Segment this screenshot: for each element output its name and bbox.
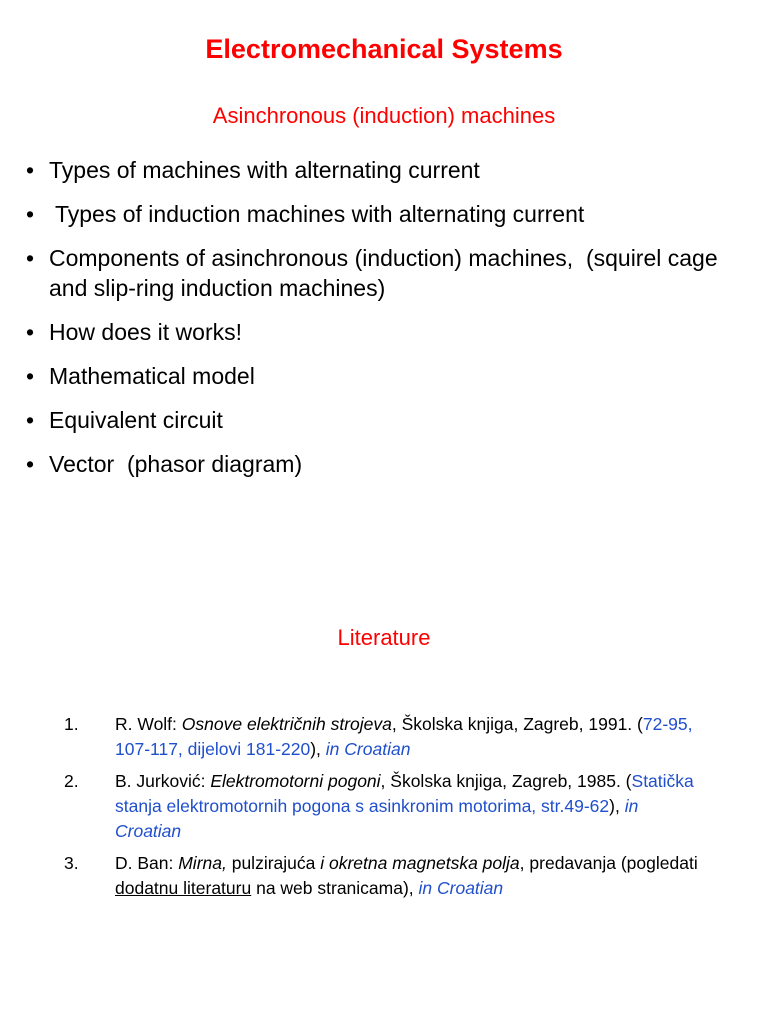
- topic-text: How does it works!: [49, 319, 243, 345]
- bullet-icon: •: [26, 407, 35, 433]
- reference-number: 1.: [64, 714, 79, 734]
- reference-author: B. Jurković:: [115, 771, 211, 791]
- reference-item: [64, 851, 704, 901]
- reference-close: ),: [609, 796, 625, 816]
- page-subtitle: Asinchronous (induction) machines: [212, 103, 556, 128]
- topic-list: [26, 155, 746, 493]
- reference-item: [64, 769, 704, 844]
- reference-publisher: , Školska knjiga, Zagreb, 1985. (: [380, 771, 632, 791]
- topic-item: [26, 317, 746, 347]
- reference-title: Elektromotorni pogoni: [210, 771, 381, 791]
- reference-title-part: i okretna magnetska polja: [315, 853, 520, 873]
- topic-item: [26, 361, 746, 391]
- reference-pages: Statička stanja elektromotornih pogona s asinkronim motorima, str.49-62: [115, 771, 694, 816]
- topic-item: [26, 449, 746, 479]
- topic-item: [26, 405, 746, 435]
- bullet-icon: •: [26, 157, 35, 183]
- topic-item: [26, 199, 746, 229]
- topic-text: Types of machines with alternating current: [49, 157, 480, 183]
- additional-literature-link[interactable]: dodatnu literaturu: [115, 878, 252, 898]
- bullet-icon: •: [26, 201, 35, 227]
- topic-text: Components of asinchronous (induction) machines, (squirel cage and slip-ring induction machines): [49, 245, 725, 301]
- reference-list: [64, 712, 704, 908]
- bullet-icon: •: [26, 245, 35, 271]
- reference-language: in Croatian: [115, 796, 639, 841]
- topic-text: Mathematical model: [49, 363, 255, 389]
- bullet-icon: •: [26, 451, 35, 477]
- reference-title: Osnove električnih strojeva: [181, 714, 392, 734]
- reference-language: in Croatian: [325, 739, 411, 759]
- reference-description: na web stranicama),: [251, 878, 419, 898]
- reference-author: D. Ban:: [115, 853, 179, 873]
- topic-text: Equivalent circuit: [49, 407, 223, 433]
- reference-publisher: , Školska knjiga, Zagreb, 1991. (: [391, 714, 643, 734]
- bullet-icon: •: [26, 319, 35, 345]
- reference-author: R. Wolf:: [115, 714, 182, 734]
- reference-description: , predavanja (pogledati: [519, 853, 703, 873]
- topic-text: Vector (phasor diagram): [49, 451, 303, 477]
- page-title: Electromechanical Systems: [205, 34, 563, 64]
- reference-title-part: pulzirajuća: [231, 853, 316, 873]
- topic-item: [26, 243, 746, 303]
- reference-title-part: Mirna,: [178, 853, 232, 873]
- reference-item: [64, 712, 704, 762]
- reference-number: 2.: [64, 771, 79, 791]
- topic-item: [26, 155, 746, 185]
- bullet-icon: •: [26, 363, 35, 389]
- reference-number: 3.: [64, 853, 79, 873]
- reference-pages: 72-95, 107-117, dijelovi 181-220: [115, 714, 693, 759]
- topic-text: Types of induction machines with alternating current: [49, 201, 585, 227]
- reference-close: ),: [310, 739, 326, 759]
- literature-heading: Literature: [337, 625, 431, 650]
- reference-language: in Croatian: [418, 878, 504, 898]
